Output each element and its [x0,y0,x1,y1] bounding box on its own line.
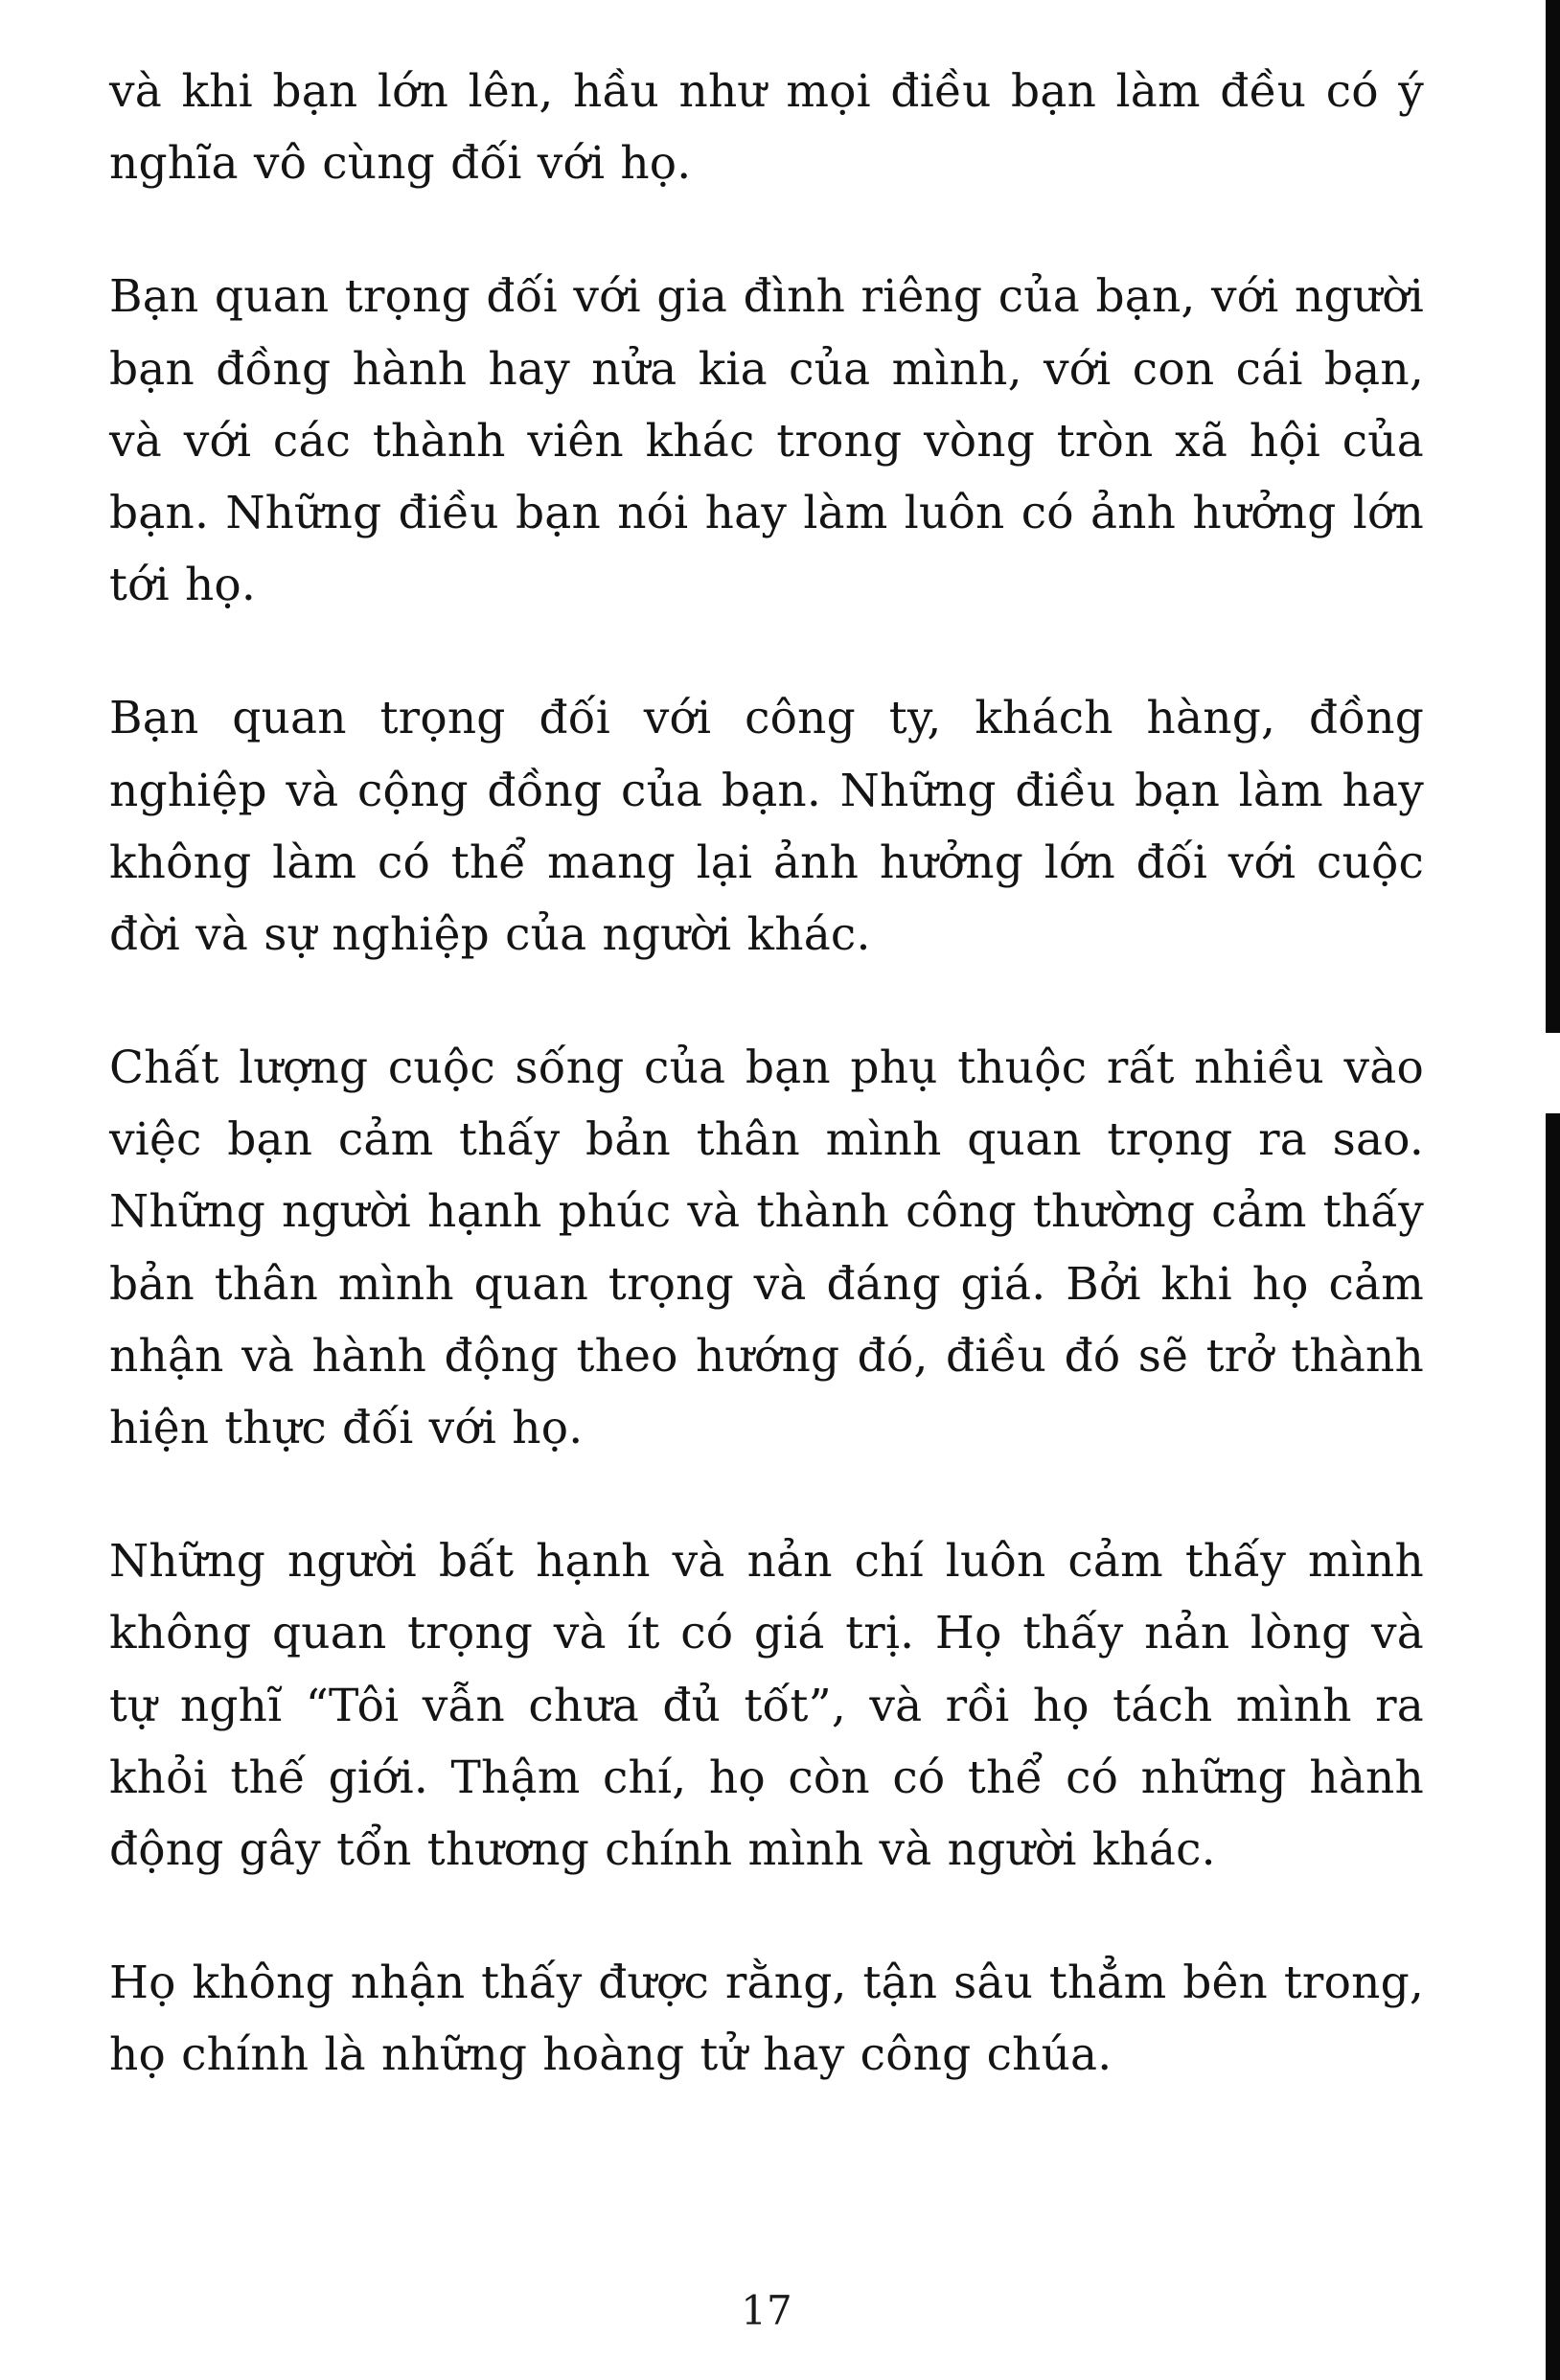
paragraph-6: Họ không nhận thấy được rằng, tận sâu thẳm bên trong, họ chính là những hoàng tử hay công chúa. [109,1957,1424,2082]
paragraph-5: Những người bất hạnh và nản chí luôn cảm thấy mình không quan trọng và ít có giá trị. Họ thấy nản lòng và tự nghĩ “Tôi vẫn chưa đủ tốt”, và rồi họ tách mình ra khỏi thế giới. Thậm chí, họ còn có thể có những hành động gây tổn thương chính mình và người khác. [109,1535,1424,1876]
paragraph-3: Bạn quan trọng đối với công ty, khách hàng, đồng nghiệp và cộng đồng của bạn. Những điều bạn làm hay không làm có thể mang lại ảnh hưởng lớn đối với cuộc đời và sự nghiệp của người khác. [109,692,1424,961]
paragraph-4: Chất lượng cuộc sống của bạn phụ thuộc rất nhiều vào việc bạn cảm thấy bản thân mình quan trọng ra sao. Những người hạnh phúc và thành công thường cảm thấy bản thân mình quan trọng và đáng giá. Bởi khi họ cảm nhận và hành động theo hướng đó, điều đó sẽ trở thành hiện thực đối với họ. [109,1041,1424,1454]
scan-edge-artifact-bottom [1546,1113,1560,2380]
paragraph-1: và khi bạn lớn lên, hầu như mọi điều bạn làm đều có ý nghĩa vô cùng đối với họ. [109,65,1424,191]
scan-edge-artifact-top [1546,0,1560,1033]
page-number: 17 [741,2287,792,2334]
paragraph-2: Bạn quan trọng đối với gia đình riêng của bạn, với người bạn đồng hành hay nửa kia của mình, với con cái bạn, và với các thành viên khác trong vòng tròn xã hội của bạn. Những điều bạn nói hay làm luôn có ảnh hưởng lớn tới họ. [109,270,1424,612]
